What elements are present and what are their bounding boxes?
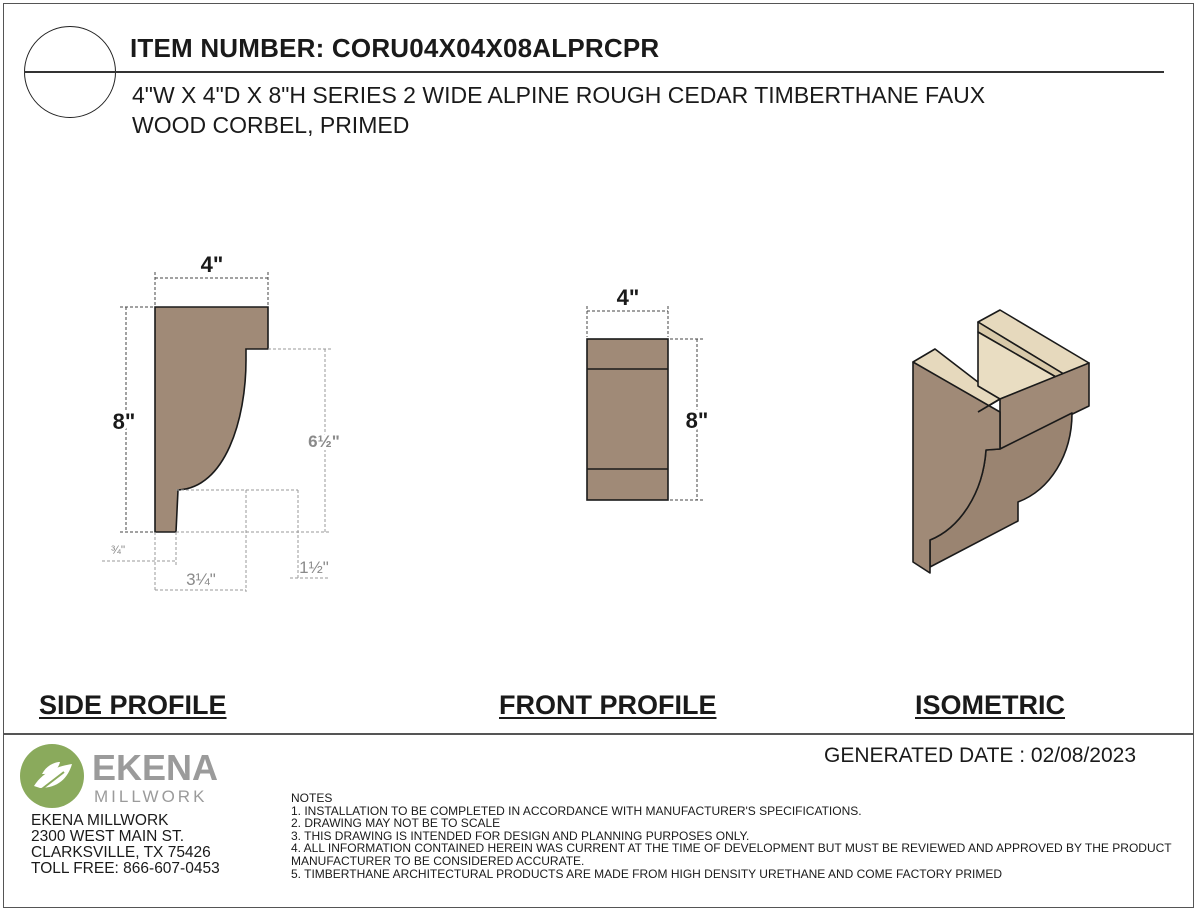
footer-divider — [3, 733, 1194, 735]
description-line-2: WOOD CORBEL, PRIMED — [132, 112, 410, 138]
side-small-width-label: ¾" — [110, 543, 126, 557]
isometric-caption: ISOMETRIC — [915, 690, 1066, 720]
isometric-drawing — [913, 310, 1089, 573]
side-profile-shape — [155, 307, 268, 532]
logo-wordmark: EKENA — [92, 747, 219, 788]
front-height-label: 8" — [685, 408, 709, 433]
front-profile-caption: FRONT PROFILE — [499, 690, 717, 720]
side-base-height-label: 1½" — [299, 558, 329, 577]
side-profile-drawing — [102, 252, 340, 592]
note-item: 1. INSTALLATION TO BE COMPLETED IN ACCORDANCE WITH MANUFACTURER'S SPECIFICATIONS. — [291, 803, 862, 818]
side-depth-label: 3¼" — [186, 570, 216, 589]
note-item: 2. DRAWING MAY NOT BE TO SCALE — [291, 816, 501, 831]
item-number-title: ITEM NUMBER: CORU04X04X08ALPRCPR — [130, 33, 660, 63]
description-line-1: 4"W X 4"D X 8"H SERIES 2 WIDE ALPINE ROUGH CEDAR TIMBERTHANE FAUX — [132, 82, 986, 108]
note-item: 3. THIS DRAWING IS INTENDED FOR DESIGN AND PLANNING PURPOSES ONLY. — [291, 828, 750, 843]
company-city: CLARKSVILLE, TX 75426 — [31, 844, 211, 861]
note-item: 4. ALL INFORMATION CONTAINED HEREIN WAS CURRENT AT THE TIME OF DEVELOPMENT BUT MUST BE REVIEWED AND APPROVED BY THE PRODUCT MANUFACTURER TO BE CONSIDERED ACCURATE. — [291, 841, 1175, 868]
side-height-label: 8" — [112, 409, 136, 434]
generated-date: GENERATED DATE : 02/08/2023 — [824, 744, 1137, 767]
side-profile-caption: SIDE PROFILE — [39, 690, 227, 720]
notes-title: NOTES — [291, 791, 333, 805]
note-item: 5. TIMBERTHANE ARCHITECTURAL PRODUCTS ARE MADE FROM HIGH DENSITY URETHANE AND COME FACTORY PRIMED — [291, 866, 1002, 881]
side-curve-height-label: 6½" — [308, 432, 340, 451]
company-address — [31, 813, 220, 877]
front-profile-drawing — [587, 285, 708, 500]
side-width-label: 4" — [200, 252, 224, 277]
company-street: 2300 WEST MAIN ST. — [31, 828, 185, 845]
company-name: EKENA MILLWORK — [31, 812, 169, 829]
logo-subtitle: MILLWORK — [94, 787, 208, 806]
company-phone: TOLL FREE: 866-607-0453 — [31, 860, 220, 877]
notes-block — [291, 792, 1181, 880]
company-logo — [20, 744, 230, 810]
front-width-label: 4" — [616, 285, 640, 310]
front-profile-body — [587, 339, 668, 500]
